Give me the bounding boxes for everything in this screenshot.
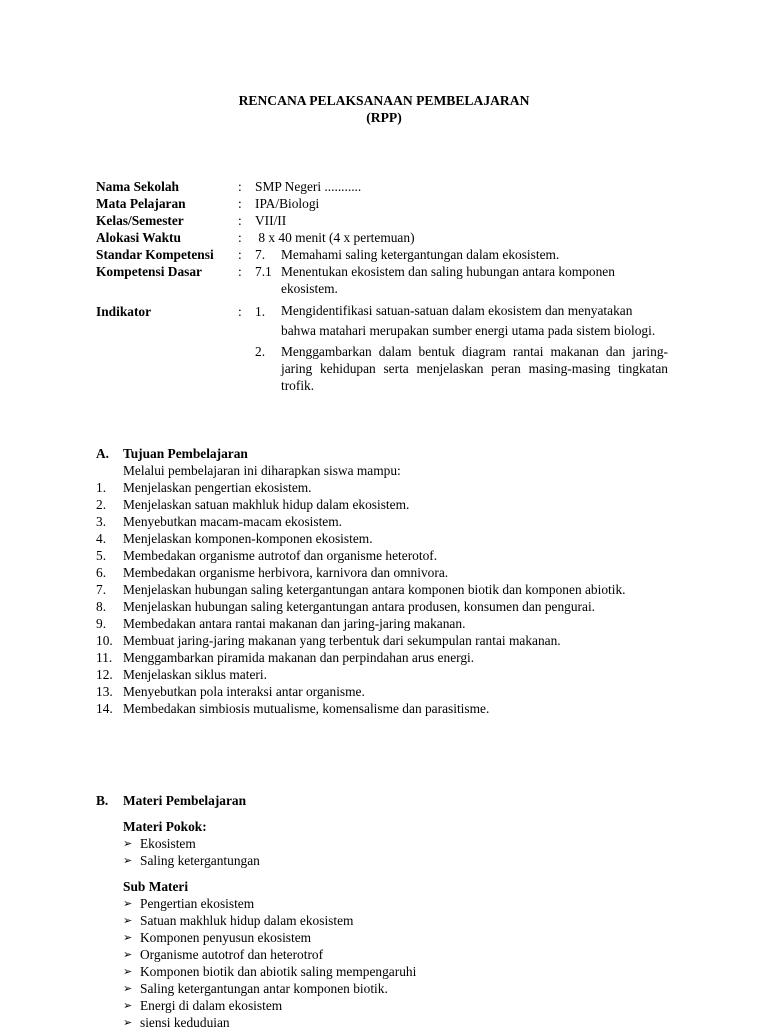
list-item: [96, 530, 668, 547]
sub-materi-heading: Sub Materi: [123, 879, 189, 894]
info-value: Menentukan ekosistem dan saling hubungan antara komponen ekosistem.: [281, 264, 615, 296]
section-letter: B.: [96, 793, 109, 808]
identity-block: [96, 178, 668, 394]
materi-pokok-list: [123, 835, 668, 869]
list-item: [96, 547, 668, 564]
arrow-bullet-icon: ➢: [123, 897, 133, 910]
arrow-bullet-icon: ➢: [123, 999, 133, 1012]
item-text: Komponen biotik dan abiotik saling mempengaruhi: [140, 964, 417, 979]
item-text: Organisme autotrof dan heterotrof: [140, 947, 324, 962]
item-text: Energi di dalam ekosistem: [140, 998, 283, 1013]
item-number: 4.: [96, 531, 107, 546]
item-number: 7.: [96, 582, 107, 597]
item-text: Menjelaskan pengertian ekosistem.: [123, 480, 312, 495]
colon: :: [238, 247, 242, 262]
item-text: Menjelaskan komponen-komponen ekosistem.: [123, 531, 373, 546]
info-row-kompetensi-dasar: [96, 263, 668, 297]
list-item: [96, 700, 668, 717]
document-subtitle: (RPP): [366, 110, 402, 125]
info-value: 8 x 40 menit (4 x pertemuan): [255, 230, 415, 245]
list-item: [123, 912, 668, 929]
item-number: 2.: [96, 497, 107, 512]
item-text: Menjelaskan hubungan saling ketergantungan antara produsen, konsumen dan pengurai.: [123, 599, 596, 614]
colon: :: [238, 179, 242, 194]
item-number: 12.: [96, 667, 113, 682]
section-materi-pembelajaran: [96, 792, 668, 1031]
info-label: Alokasi Waktu: [96, 230, 181, 245]
item-text: Menggambarkan piramida makanan dan perpindahan arus energi.: [123, 650, 475, 665]
list-item: [123, 835, 668, 852]
colon: :: [238, 196, 242, 211]
item-number: 5.: [96, 548, 107, 563]
section-intro: Melalui pembelajaran ini diharapkan siswa mampu:: [123, 463, 401, 478]
arrow-bullet-icon: ➢: [123, 948, 133, 961]
info-row-nama-sekolah: [96, 178, 668, 195]
list-item: [96, 513, 668, 530]
item-number: 7.: [255, 247, 266, 262]
info-value: VII/II: [255, 213, 287, 228]
info-row-kelas-semester: [96, 212, 668, 229]
item-text: Ekosistem: [140, 836, 196, 851]
indikator-text: Menggambarkan dalam bentuk diagram rantai makanan dan jaring-jaring kehidupan serta menjelaskan peran masing-masing tingkatan trofik.: [281, 344, 668, 393]
colon: :: [238, 230, 242, 245]
section-title: Tujuan Pembelajaran: [123, 446, 248, 461]
item-text: Menjelaskan hubungan saling ketergantungan antara komponen biotik dan komponen abiotik.: [123, 582, 626, 597]
info-label: Kelas/Semester: [96, 213, 184, 228]
item-text: siensi keduduian: [140, 1015, 230, 1030]
list-item: [123, 852, 668, 869]
item-text: Membedakan antara rantai makanan dan jaring-jaring makanan.: [123, 616, 466, 631]
item-number: 6.: [96, 565, 107, 580]
section-title: Materi Pembelajaran: [123, 793, 247, 808]
item-text: Membuat jaring-jaring makanan yang terbentuk dari sekumpulan rantai makanan.: [123, 633, 561, 648]
list-item: [96, 479, 668, 496]
item-number: 3.: [96, 514, 107, 529]
objective-list: [96, 479, 668, 717]
info-value: IPA/Biologi: [255, 196, 320, 211]
arrow-bullet-icon: ➢: [123, 914, 133, 927]
item-text: Saling ketergantungan antar komponen biotik.: [140, 981, 388, 996]
item-text: Saling ketergantungan: [140, 853, 260, 868]
list-item: [96, 581, 668, 598]
list-item: [96, 564, 668, 581]
list-item: [123, 963, 668, 980]
item-number: 7.1: [255, 264, 272, 279]
sub-materi-list: [123, 895, 668, 1031]
arrow-bullet-icon: ➢: [123, 837, 133, 850]
list-item: [123, 946, 668, 963]
info-row-indikator: [96, 303, 668, 341]
item-text: Menjelaskan siklus materi.: [123, 667, 267, 682]
arrow-bullet-icon: ➢: [123, 982, 133, 995]
list-item: [96, 615, 668, 632]
colon: :: [238, 213, 242, 228]
info-label: Mata Pelajaran: [96, 196, 186, 211]
info-label: Indikator: [96, 304, 152, 319]
indikator-text: Mengidentifikasi satuan-satuan dalam ekosistem dan menyatakan bahwa matahari merupakan sumber energi utama pada sistem biologi.: [281, 303, 656, 338]
list-item: [123, 980, 668, 997]
item-number: 2.: [255, 344, 266, 359]
item-number: 11.: [96, 650, 113, 665]
colon: :: [238, 264, 242, 279]
item-number: 10.: [96, 633, 113, 648]
list-item: [123, 895, 668, 912]
list-item: [96, 666, 668, 683]
info-value: SMP Negeri ...........: [255, 179, 362, 194]
list-item: [123, 997, 668, 1014]
item-number: 1.: [96, 480, 107, 495]
list-item: [96, 598, 668, 615]
section-heading: [96, 792, 668, 809]
section-tujuan-pembelajaran: [96, 445, 668, 717]
arrow-bullet-icon: ➢: [123, 931, 133, 944]
item-text: Komponen penyusun ekosistem: [140, 930, 312, 945]
arrow-bullet-icon: ➢: [123, 854, 133, 867]
list-item: [96, 649, 668, 666]
info-value: Memahami saling ketergantungan dalam ekosistem.: [281, 247, 560, 262]
item-text: Pengertian ekosistem: [140, 896, 255, 911]
indikator-item: [255, 343, 668, 394]
item-text: Satuan makhluk hidup dalam ekosistem: [140, 913, 354, 928]
info-label: Standar Kompetensi: [96, 247, 214, 262]
arrow-bullet-icon: ➢: [123, 965, 133, 978]
item-text: Membedakan simbiosis mutualisme, komensalisme dan parasitisme.: [123, 701, 490, 716]
info-row-alokasi-waktu: [96, 229, 668, 246]
arrow-bullet-icon: ➢: [123, 1016, 133, 1029]
list-item: [96, 632, 668, 649]
item-text: Menjelaskan satuan makhluk hidup dalam ekosistem.: [123, 497, 410, 512]
section-heading: [96, 445, 668, 462]
info-label: Nama Sekolah: [96, 179, 179, 194]
item-text: Menyebutkan pola interaksi antar organisme.: [123, 684, 365, 699]
section-letter: A.: [96, 446, 110, 461]
list-item: [96, 683, 668, 700]
item-text: Membedakan organisme autrotof dan organisme heterotof.: [123, 548, 438, 563]
list-item: [123, 1014, 668, 1031]
item-number: 1.: [255, 304, 266, 319]
info-label: Kompetensi Dasar: [96, 264, 203, 279]
info-row-standar-kompetensi: [96, 246, 668, 263]
item-number: 9.: [96, 616, 107, 631]
list-item: [123, 929, 668, 946]
item-text: Membedakan organisme herbivora, karnivora dan omnivora.: [123, 565, 449, 580]
item-number: 13.: [96, 684, 113, 699]
item-number: 8.: [96, 599, 107, 614]
colon: :: [238, 304, 242, 319]
document-title: RENCANA PELAKSANAAN PEMBELAJARAN: [238, 93, 530, 108]
list-item: [96, 496, 668, 513]
item-text: Menyebutkan macam-macam ekosistem.: [123, 514, 343, 529]
info-row-mata-pelajaran: [96, 195, 668, 212]
materi-pokok-heading: Materi Pokok:: [123, 819, 207, 834]
item-number: 14.: [96, 701, 113, 716]
